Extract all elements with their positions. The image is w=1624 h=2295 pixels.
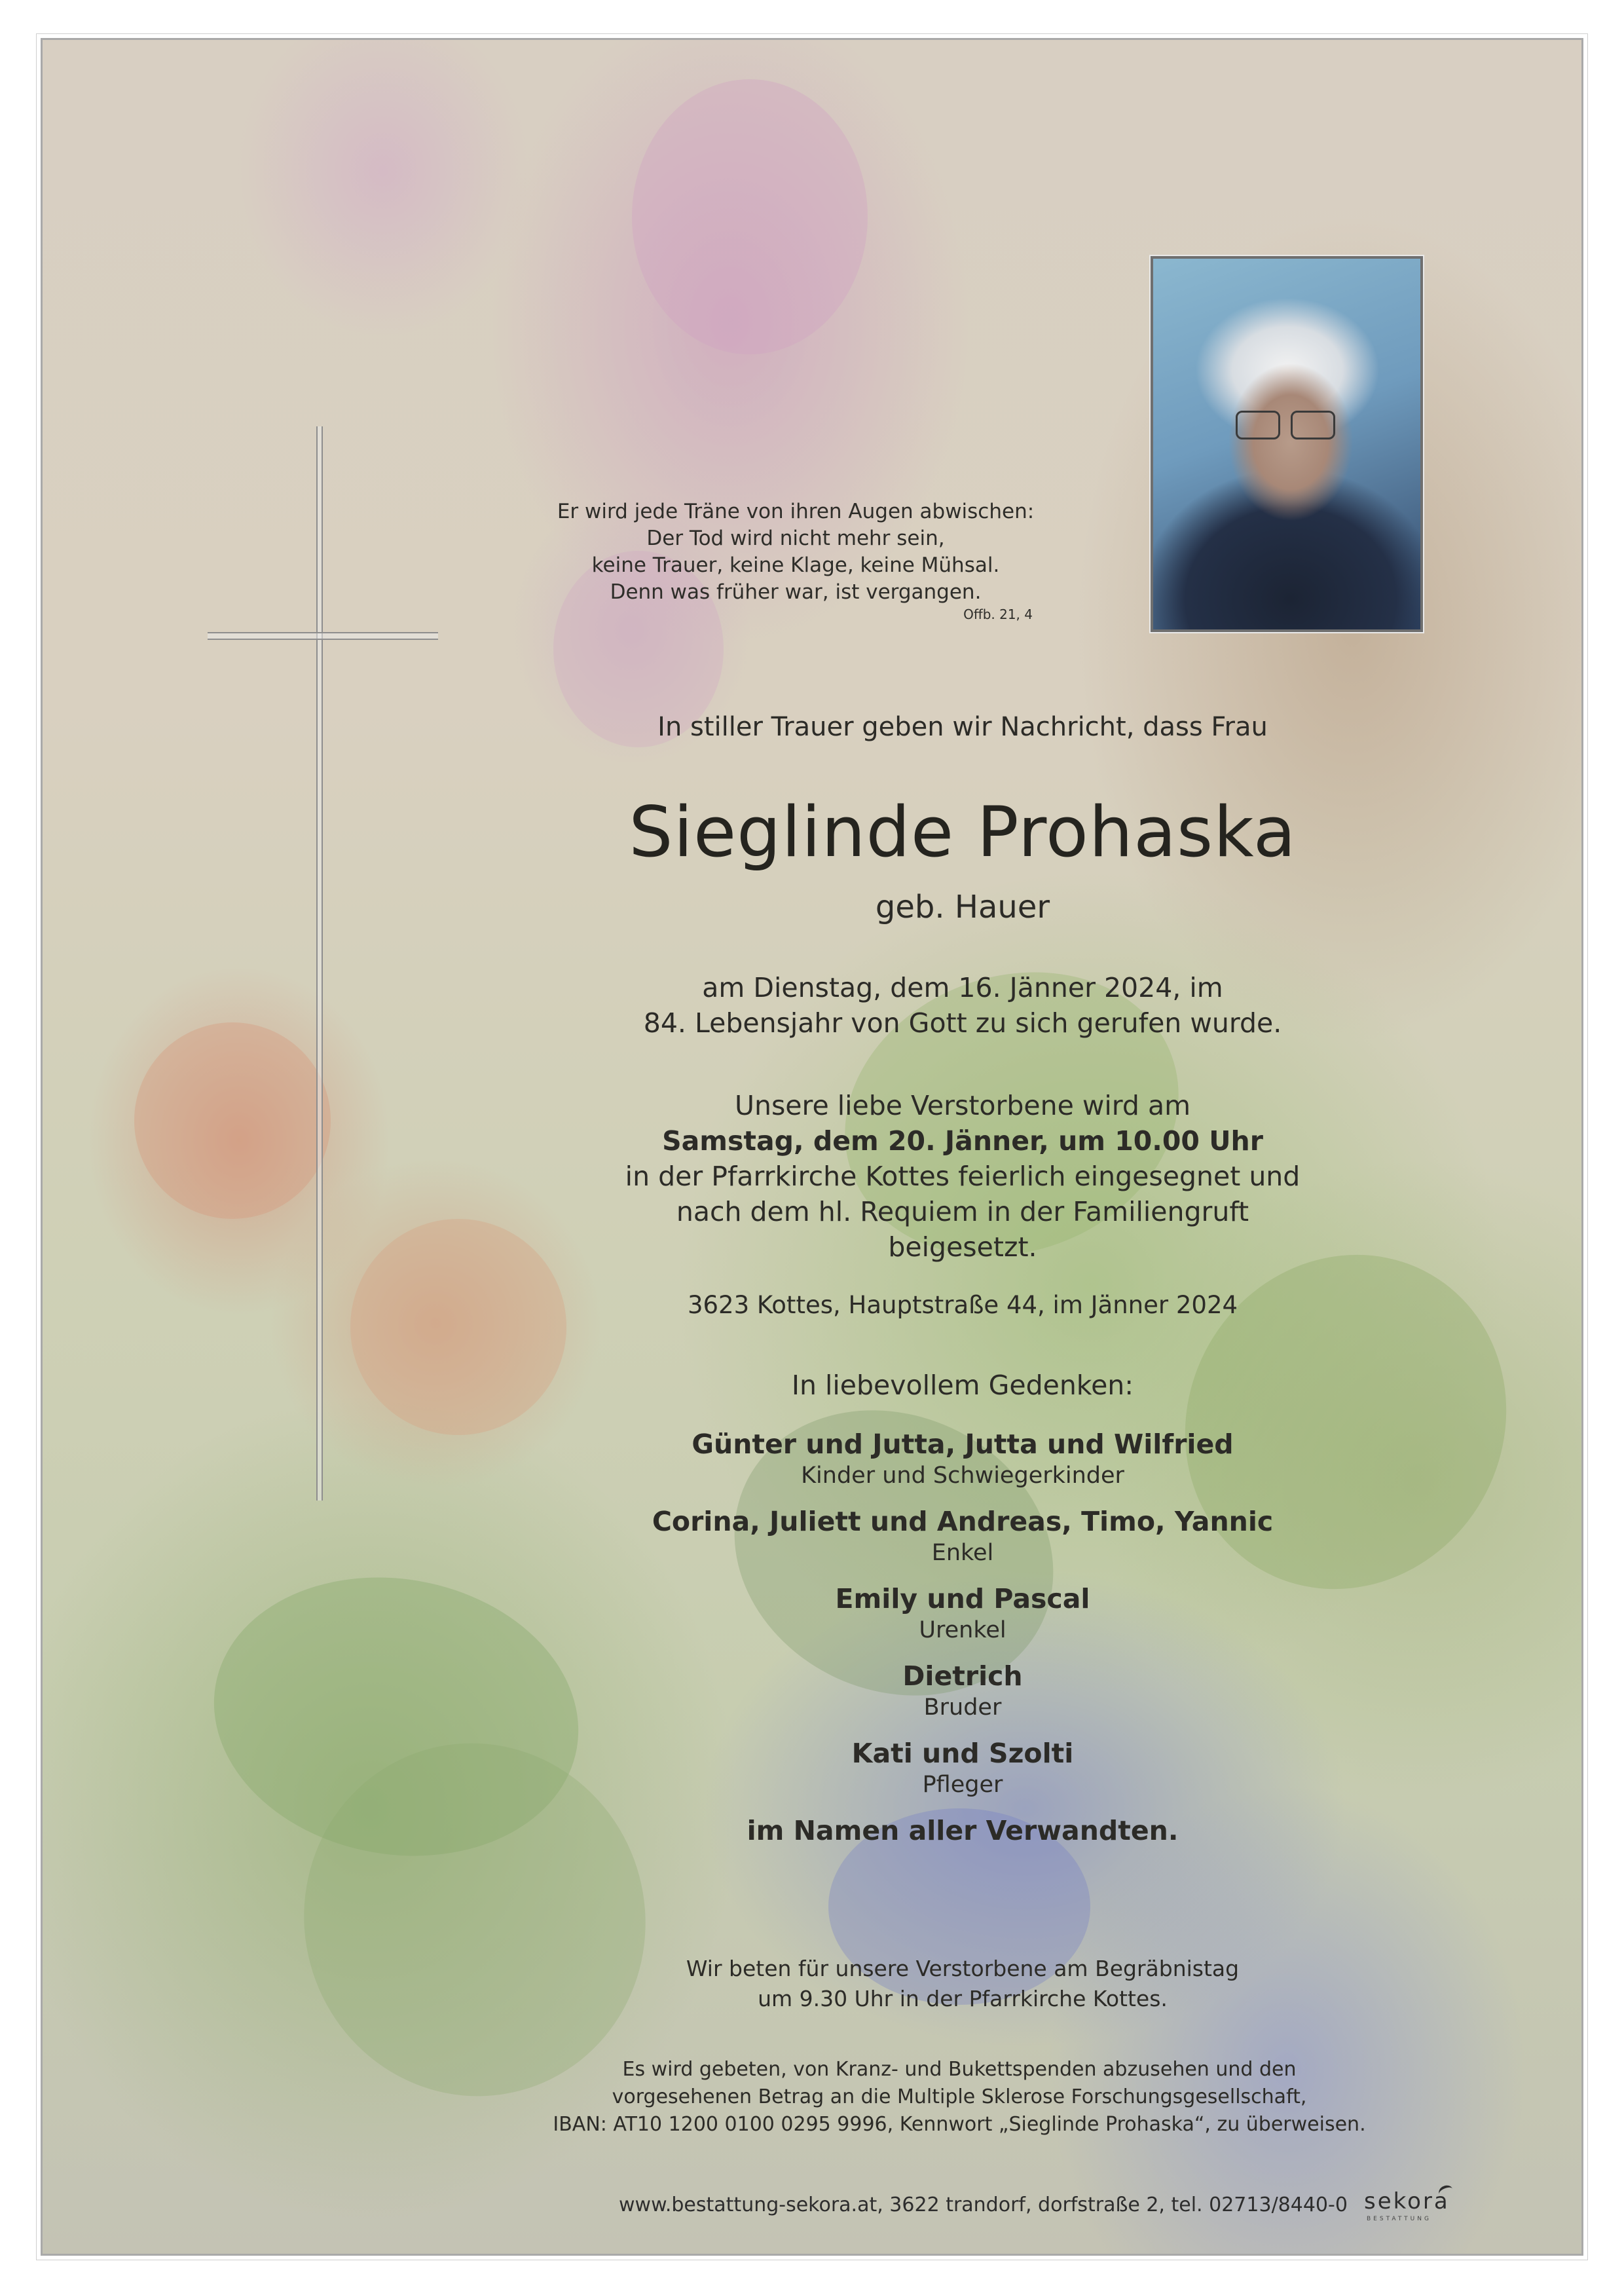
background-blossom bbox=[632, 79, 868, 354]
family-names: Günter und Jutta, Jutta und Wilfried bbox=[692, 1428, 1234, 1460]
background-blossom bbox=[350, 1219, 566, 1435]
place-date: 3623 Kottes, Hauptstraße 44, im Jänner 2024 bbox=[687, 1291, 1238, 1319]
family-relation: Pfleger bbox=[922, 1772, 1003, 1798]
funeral-info bbox=[619, 1088, 1306, 1265]
footer-contact: www.bestattung-sekora.at, 3622 trandorf, dorfstraße 2, tel. 02713/8440-0 bbox=[619, 2193, 1348, 2216]
donation-request bbox=[475, 2056, 1444, 2138]
portrait-photo bbox=[1151, 256, 1423, 632]
death-notice-line: 84. Lebensjahr von Gott zu sich gerufen wurde. bbox=[643, 1007, 1282, 1039]
family-entry bbox=[619, 1504, 1306, 1567]
donation-line: IBAN: AT10 1200 0100 0295 9996, Kennwort „Sieglinde Prohaska“, zu überweisen. bbox=[553, 2113, 1366, 2136]
cross-horizontal-bar bbox=[208, 632, 438, 640]
family-names: Corina, Juliett und Andreas, Timo, Yannic bbox=[652, 1506, 1274, 1537]
glasses-shape bbox=[1236, 411, 1280, 439]
quote-line: Er wird jede Träne von ihren Augen abwischen: bbox=[557, 500, 1035, 523]
sekora-logo: sekora bbox=[1364, 2188, 1450, 2214]
family-relation: Bruder bbox=[923, 1694, 1002, 1721]
notice-frame bbox=[41, 38, 1583, 2256]
family-list bbox=[619, 1427, 1306, 1848]
family-entry bbox=[619, 1659, 1306, 1722]
death-notice-line: am Dienstag, dem 16. Jänner 2024, im bbox=[702, 972, 1223, 1003]
quote-line: Denn was früher war, ist vergangen. bbox=[610, 580, 982, 604]
relatives-line: im Namen aller Verwandten. bbox=[747, 1815, 1179, 1846]
prayer-line: Wir beten für unsere Verstorbene am Begräbnistag bbox=[686, 1956, 1240, 1981]
funeral-date: Samstag, dem 20. Jänner, um 10.00 Uhr bbox=[662, 1125, 1263, 1157]
family-names: Emily und Pascal bbox=[835, 1583, 1090, 1614]
intro-text: In stiller Trauer geben wir Nachricht, dass Frau bbox=[657, 712, 1268, 742]
quote-line: Der Tod wird nicht mehr sein, bbox=[646, 527, 945, 550]
funeral-line: in der Pfarrkirche Kottes feierlich eingesegnet und bbox=[625, 1161, 1301, 1192]
background-blossom bbox=[134, 1022, 331, 1219]
family-relation: Kinder und Schwiegerkinder bbox=[801, 1463, 1124, 1489]
memory-heading: In liebevollem Gedenken: bbox=[791, 1370, 1134, 1401]
quote-reference: Offb. 21, 4 bbox=[963, 606, 1033, 622]
cross-vertical-bar bbox=[316, 426, 323, 1501]
funeral-line: nach dem hl. Requiem in der Familiengruft beigesetzt. bbox=[676, 1196, 1249, 1263]
quote-line: keine Trauer, keine Klage, keine Mühsal. bbox=[591, 553, 1000, 577]
glasses-shape bbox=[1291, 411, 1335, 439]
family-entry bbox=[619, 1736, 1306, 1799]
donation-line: vorgesehenen Betrag an die Multiple Sklerose Forschungsgesellschaft, bbox=[612, 2085, 1307, 2108]
death-notice bbox=[619, 970, 1306, 1041]
donation-line: Es wird gebeten, von Kranz- und Bukettspenden abzusehen und den bbox=[622, 2058, 1297, 2081]
funeral-line: Unsere liebe Verstorbene wird am bbox=[734, 1090, 1191, 1121]
bible-quote bbox=[501, 498, 1090, 623]
family-names: Dietrich bbox=[902, 1660, 1023, 1692]
family-names: Kati und Szolti bbox=[851, 1738, 1074, 1769]
prayer-line: um 9.30 Uhr in der Pfarrkirche Kottes. bbox=[758, 1986, 1168, 2011]
logo-subtext: BESTATTUNG bbox=[1367, 2216, 1431, 2222]
family-entry bbox=[619, 1427, 1306, 1490]
family-relation: Urenkel bbox=[919, 1617, 1006, 1643]
family-entry bbox=[619, 1582, 1306, 1645]
maiden-name: geb. Hauer bbox=[875, 889, 1050, 925]
prayer-info bbox=[619, 1954, 1306, 2014]
family-relation: Enkel bbox=[931, 1540, 994, 1566]
deceased-name: Sieglinde Prohaska bbox=[629, 792, 1297, 872]
